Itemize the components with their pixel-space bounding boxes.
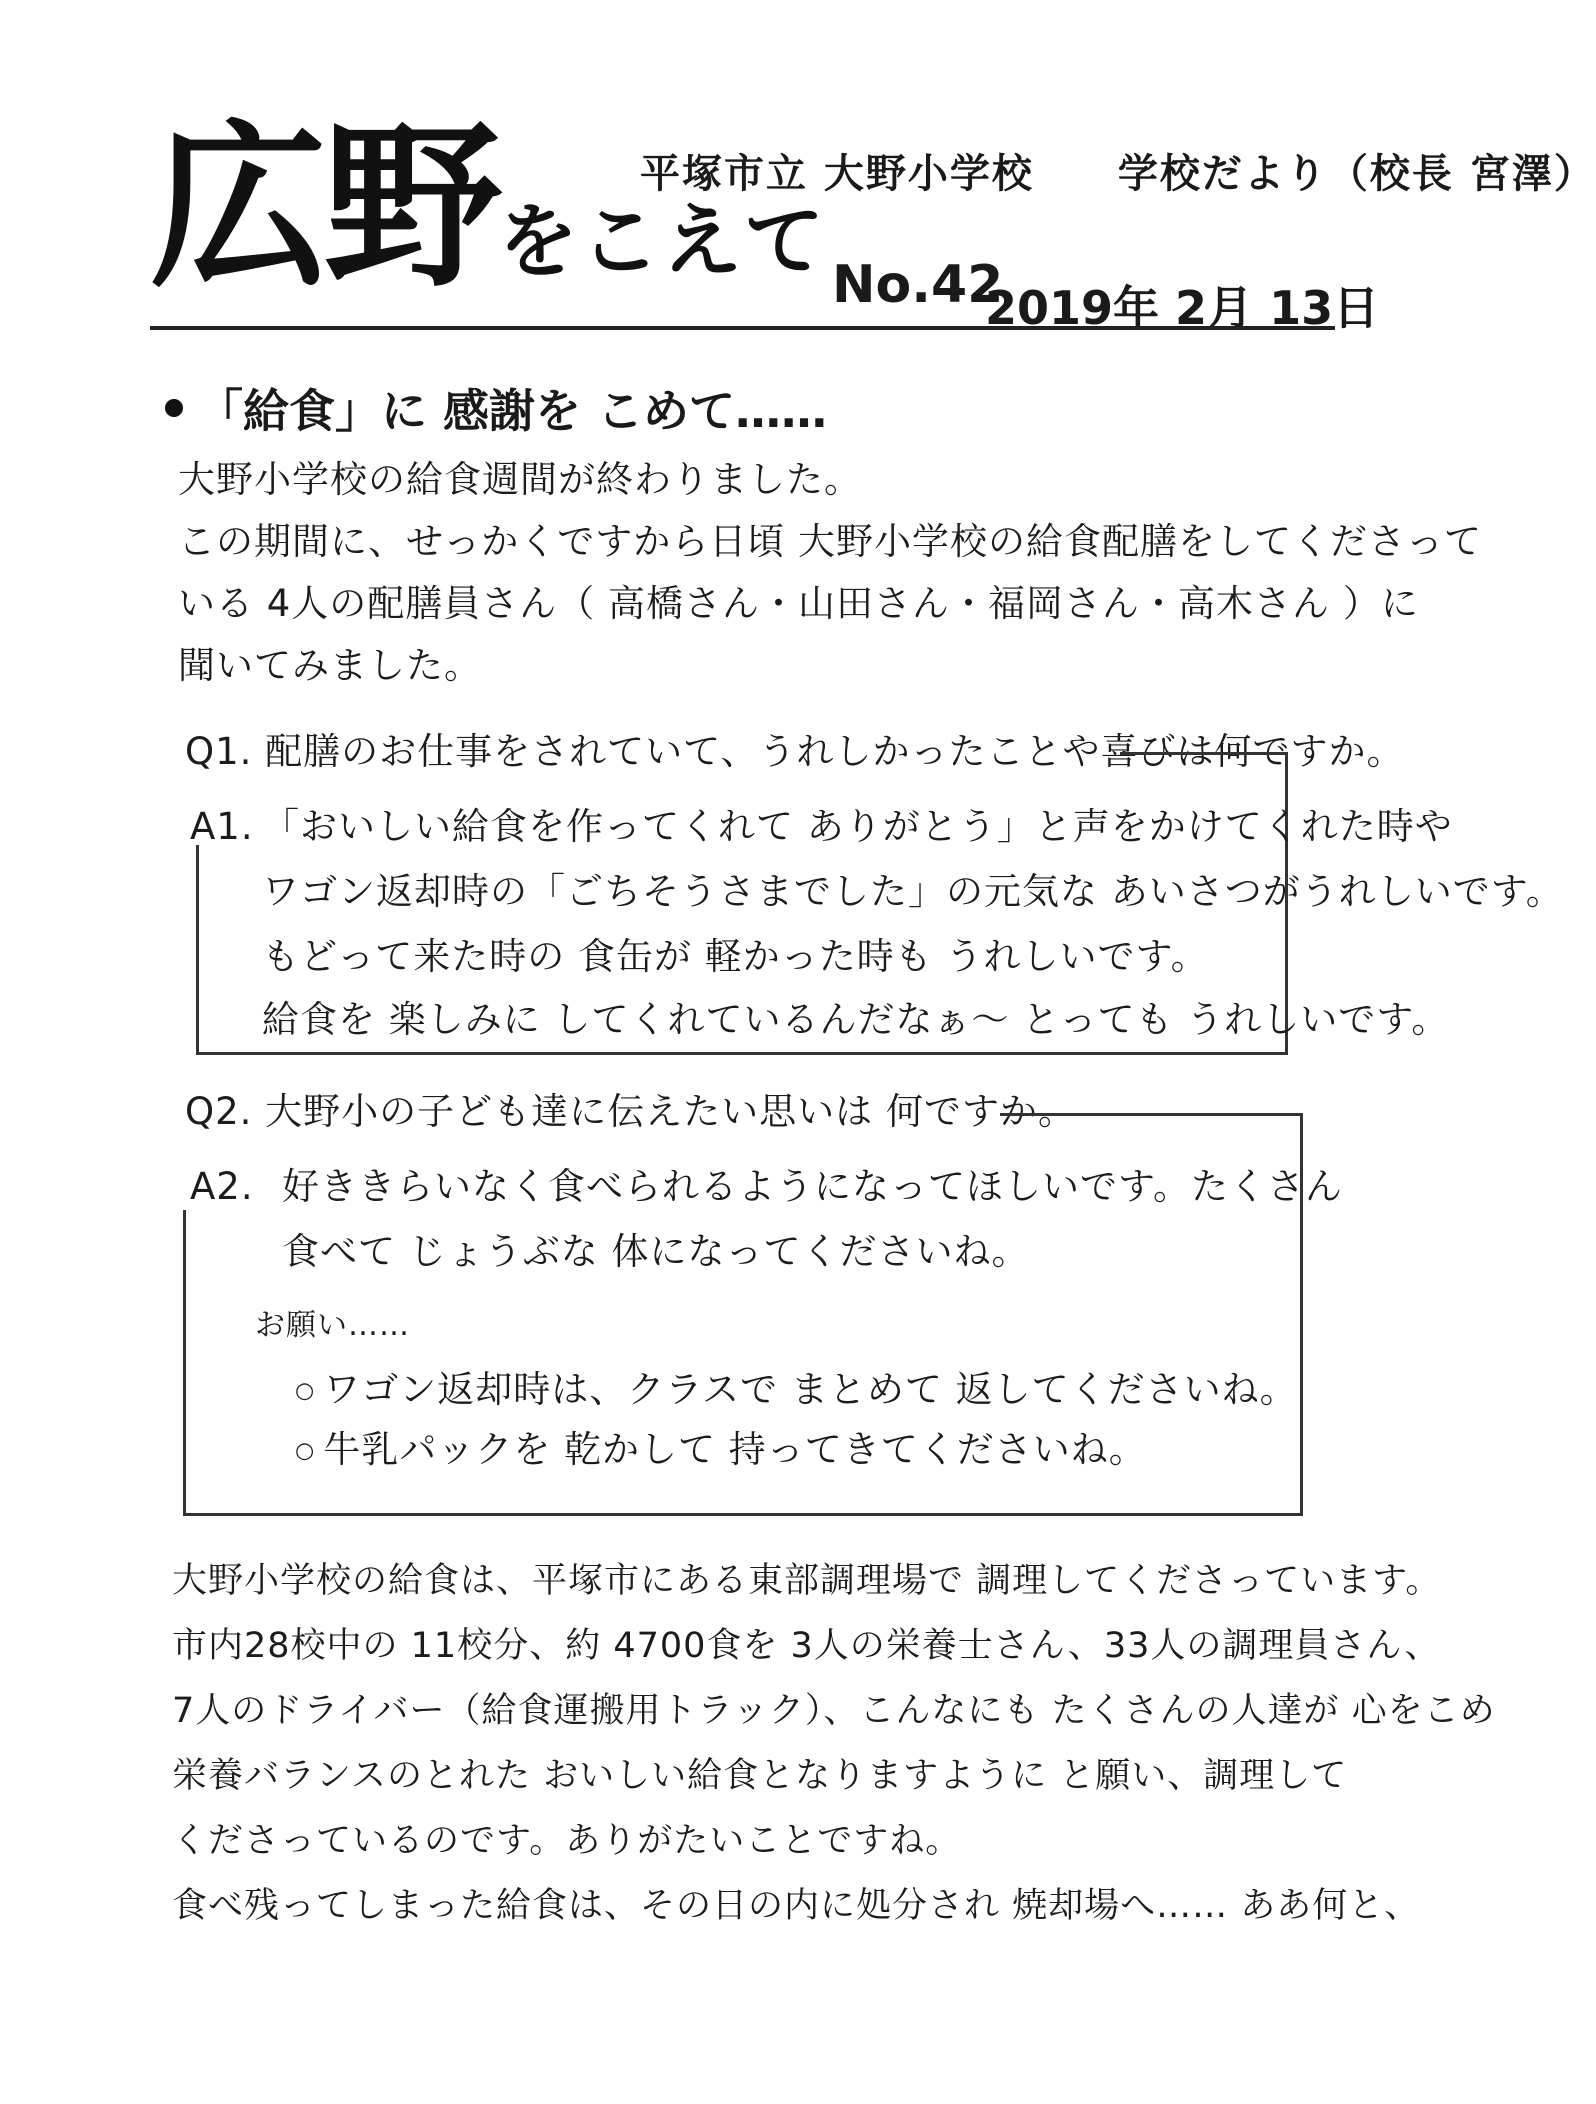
box-line xyxy=(183,1210,186,1513)
request-text: 牛乳パックを 乾かして 持ってきてくださいね。 xyxy=(323,1428,1147,1471)
closing-line: 7人のドライバー（給食運搬用トラック）、こんなにも たくさんの人達が 心をこめ xyxy=(172,1691,1496,1731)
request-title: お願い…… xyxy=(255,1308,410,1343)
intro-line: 大野小学校の給食週間が終わりました。 xyxy=(178,458,862,501)
school-line: 平塚市立 大野小学校 学校だより（校長 宮澤） xyxy=(640,151,1596,197)
answer-1-line: 給食を 楽しみに してくれているんだなぁ～ とっても うれしいです。 xyxy=(262,998,1450,1041)
request-item xyxy=(295,1428,1147,1472)
closing-line: 栄養バランスのとれた おいしい給食となりますように と願い、調理して xyxy=(172,1756,1348,1796)
section-title xyxy=(165,375,827,441)
masthead-big: 広野 xyxy=(150,102,498,311)
box-line xyxy=(1000,1113,1300,1116)
header-rule xyxy=(150,326,1335,330)
request-text: ワゴン返却時は、クラスで まとめて 返してくださいね。 xyxy=(323,1368,1298,1411)
answer-1-line: ワゴン返却時の「ごちそうさまでした」の元気な あいさつがうれしいです。 xyxy=(262,870,1564,913)
question-2: Q2. 大野小の子ども達に伝えたい思いは 何ですか。 xyxy=(185,1090,1076,1133)
answer-1-line: もどって来た時の 食缶が 軽かった時も うれしいです。 xyxy=(262,935,1209,978)
masthead-small: をこえて xyxy=(498,194,826,288)
answer-2-line: 好ききらいなく食べられるようになってほしいです。たくさん xyxy=(282,1165,1344,1208)
bullet-circle-icon: ○ xyxy=(295,1378,324,1404)
answer-1-label: A1. xyxy=(190,805,254,848)
issue-number: No.42 xyxy=(832,255,1004,315)
answer-2-line: 食べて じょうぶな 体になってくださいね。 xyxy=(282,1230,1030,1273)
closing-line: 食べ残ってしまった給食は、その日の内に処分され 焼却場へ…… ああ何と、 xyxy=(172,1886,1421,1926)
closing-line: 大野小学校の給食は、平塚市にある東部調理場で 調理してくださっています。 xyxy=(172,1561,1442,1601)
issue-date: 2019年 2月 13日 xyxy=(985,281,1380,335)
box-line xyxy=(183,1513,1303,1516)
intro-line: いる 4人の配膳員さん（ 高橋さん・山田さん・福岡さん・高木さん ）に xyxy=(178,582,1419,625)
bullet-dot-icon xyxy=(165,399,183,417)
answer-1-line: 「おいしい給食を作ってくれて ありがとう」と声をかけてくれた時や xyxy=(262,805,1453,848)
box-line xyxy=(196,1052,1288,1055)
section-title-text: 「給食」に 感謝を こめて…… xyxy=(197,384,828,438)
box-line xyxy=(196,845,199,1052)
request-item xyxy=(295,1368,1298,1412)
closing-line: 市内28校中の 11校分、約 4700食を 3人の栄養士さん、33人の調理員さん、 xyxy=(172,1626,1441,1666)
intro-line: この期間に、せっかくですから日頃 大野小学校の給食配膳をしてくださって xyxy=(178,520,1483,563)
intro-line: 聞いてみました。 xyxy=(178,644,482,687)
box-line xyxy=(1120,752,1285,755)
bullet-circle-icon: ○ xyxy=(295,1438,324,1464)
answer-2-label: A2. xyxy=(190,1165,254,1208)
question-1: Q1. 配膳のお仕事をされていて、うれしかったことや喜びは何ですか。 xyxy=(185,730,1405,773)
closing-line: くださっているのです。ありがたいことですね。 xyxy=(172,1821,962,1861)
